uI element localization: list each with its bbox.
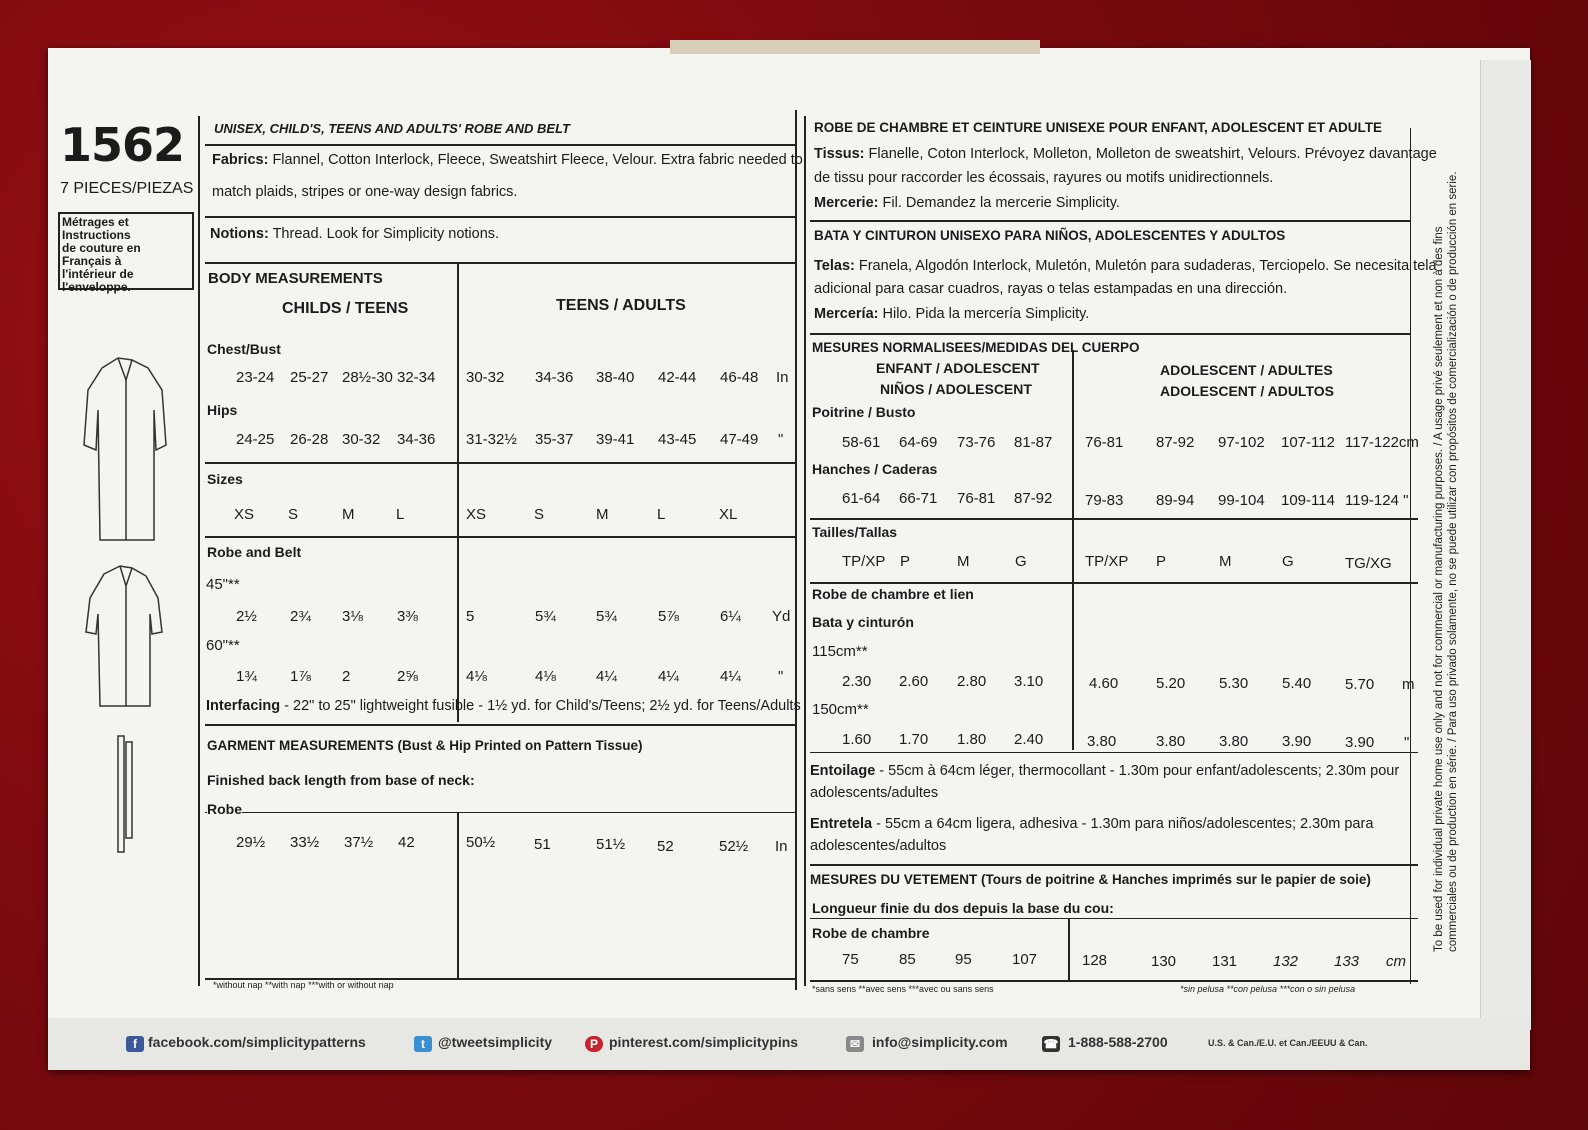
cell: 133 <box>1334 953 1360 970</box>
cell: M <box>1219 553 1232 570</box>
fr-tissus <box>814 146 1437 162</box>
body-measurements-title: BODY MEASUREMENTS <box>208 270 383 287</box>
cell: 79-83 <box>1085 492 1124 509</box>
cell: 43-45 <box>658 431 697 448</box>
cell: " <box>1404 734 1410 751</box>
cell: In <box>776 369 789 386</box>
robe-belt-label: Robe and Belt <box>207 544 302 560</box>
mercerie-label: Mercerie: <box>814 195 879 211</box>
cell: 4¼ <box>596 668 617 685</box>
entretela-line2: adolescentes/adultos <box>810 838 947 854</box>
cell: 35-37 <box>535 431 574 448</box>
group-adolescent-adultos: ADOLESCENT / ADULTOS <box>1160 383 1334 399</box>
en-notions <box>210 226 499 242</box>
cell: 66-71 <box>899 490 938 507</box>
facebook-icon: f <box>126 1036 144 1052</box>
cell: 89-94 <box>1156 492 1195 509</box>
cell: 51½ <box>596 836 626 853</box>
cell: 5⅞ <box>658 608 679 625</box>
entoilage-line2: adolescents/adultes <box>810 785 939 801</box>
cell: 99-104 <box>1218 492 1265 509</box>
cell: TP/XP <box>842 553 886 570</box>
fabrics-text: Flannel, Cotton Interlock, Fleece, Sweatshirt Fleece, Velour. Extra fabric needed to <box>272 152 803 168</box>
mesures-vetement-title: MESURES DU VETEMENT (Tours de poitrine & Hanches imprimés sur le papier de soie) <box>810 872 1371 887</box>
entretela <box>810 816 1373 832</box>
cell: 2.40 <box>1014 731 1044 748</box>
es-footnote: *sin pelusa **con pelusa ***con o sin pelusa <box>1180 984 1356 994</box>
robe-label: Robe <box>207 801 242 817</box>
cell: 50½ <box>466 834 496 851</box>
interfacing <box>206 698 801 714</box>
cell: 4⅛ <box>535 668 556 685</box>
facebook-link[interactable]: facebook.com/simplicitypatterns <box>148 1034 366 1050</box>
group-adolescent-adultes: ADOLESCENT / ADULTES <box>1160 362 1333 378</box>
phone-number: 1-888-588-2700 <box>1068 1034 1168 1050</box>
cell: 97-102 <box>1218 434 1265 451</box>
cell: 1.60 <box>842 731 872 748</box>
merceria-text: Hilo. Pida la mercería Simplicity. <box>882 306 1090 322</box>
cell: 30-32 <box>466 369 505 386</box>
cell: 4.60 <box>1089 675 1119 692</box>
pinterest-link[interactable]: pinterest.com/simplicitypins <box>609 1034 799 1050</box>
cell: TP/XP <box>1085 553 1129 570</box>
cell: 5¾ <box>535 608 556 625</box>
interfacing-label: Interfacing <box>206 698 281 714</box>
note-line: de couture en Français à <box>62 241 141 268</box>
cell: L <box>396 506 405 523</box>
cell: 3.80 <box>1087 733 1117 750</box>
cell: 117-122cm <box>1345 434 1419 451</box>
twitter-icon: t <box>414 1036 432 1052</box>
cell: 95 <box>955 951 972 968</box>
cell: G <box>1282 553 1294 570</box>
cell: 130 <box>1151 953 1177 970</box>
cell: 1.80 <box>957 731 987 748</box>
cell: 3.90 <box>1345 734 1375 751</box>
cell: In <box>775 838 788 855</box>
cell: 25-27 <box>290 369 329 386</box>
cell: M <box>342 506 355 523</box>
cell: 2.60 <box>899 673 929 690</box>
cell: S <box>534 506 545 523</box>
cell: 128 <box>1082 952 1108 969</box>
finished-length: Finished back length from base of neck: <box>207 772 475 788</box>
cell: 26-28 <box>290 431 329 448</box>
email-link[interactable]: info@simplicity.com <box>872 1034 1008 1050</box>
cell: 51 <box>534 836 551 853</box>
email-icon: ✉ <box>846 1036 864 1052</box>
cell: Yd <box>772 608 791 625</box>
group-teens-adults: TEENS / ADULTS <box>556 297 686 314</box>
cell: 2½ <box>236 608 257 625</box>
cell: 1¾ <box>236 668 257 685</box>
cell: " <box>778 431 784 448</box>
longueur-label: Longueur finie du dos depuis la base du cou: <box>812 900 1114 916</box>
usage-notice <box>1432 132 1460 952</box>
width-60: 60"** <box>206 637 240 654</box>
width-150: 150cm** <box>812 701 869 718</box>
chest-label: Chest/Bust <box>207 341 281 357</box>
fr-title: ROBE DE CHAMBRE ET CEINTURE UNISEXE POUR ENFANT, ADOLESCENT ET ADULTE <box>814 120 1383 135</box>
entoilage-text: - 55cm à 64cm léger, thermocollant - 1.30m pour enfant/adolescents; 2.30m pour <box>875 763 1400 779</box>
hips-label: Hips <box>207 402 238 418</box>
robe-lien-label: Robe de chambre et lien <box>812 586 974 602</box>
cell: 42-44 <box>658 369 697 386</box>
cell: cm <box>1386 953 1406 970</box>
cell: 5¾ <box>596 608 617 625</box>
cell: S <box>288 506 299 523</box>
entoilage <box>810 763 1399 779</box>
notions-text: Thread. Look for Simplicity notions. <box>272 226 500 242</box>
entretela-text: - 55cm a 64cm ligera, adhesiva - 1.30m para niños/adolescentes; 2.30m para <box>872 816 1374 832</box>
cell: 132 <box>1273 953 1299 970</box>
fr-tissus-line2: de tissu pour raccorder les écossais, rayures ou motifs unidirectionnels. <box>814 170 1274 186</box>
phone-note: U.S. & Can./E.U. et Can./EEUU & Can. <box>1208 1038 1368 1048</box>
usage-notice-line1: To be used for individual private home use only and not for commercial or manufacturing purposes. / A usage privé seulement et non à des fins <box>1433 226 1445 952</box>
group-enfant-adolescent: ENFANT / ADOLESCENT <box>876 360 1040 376</box>
cell: 38-40 <box>596 369 635 386</box>
tissus-text: Flanelle, Coton Interlock, Molleton, Molleton de sweatshirt, Velours. Prévoyez davantage <box>868 146 1437 162</box>
cell: 2.80 <box>957 673 987 690</box>
cell: 3.80 <box>1219 733 1249 750</box>
envelope-flap <box>1480 60 1531 1030</box>
cell: 73-76 <box>957 434 996 451</box>
cell: 37½ <box>344 834 374 851</box>
cell: 119-124 " <box>1345 492 1409 509</box>
cell: XL <box>719 506 738 523</box>
cell: 23-24 <box>236 369 275 386</box>
cell: 87-92 <box>1014 490 1053 507</box>
entoilage-label: Entoilage <box>810 763 876 779</box>
es-telas <box>814 258 1437 274</box>
sizes-label: Sizes <box>207 471 243 487</box>
width-45: 45"** <box>206 576 240 593</box>
telas-text: Franela, Algodón Interlock, Muletón, Muletón para sudaderas, Terciopelo. Se necesita tela <box>858 258 1437 274</box>
pattern-number: 1562 <box>60 118 185 172</box>
cell: 87-92 <box>1156 434 1195 451</box>
mesures-title: MESURES NORMALISEES/MEDIDAS DEL CUERPO <box>812 340 1140 355</box>
cell: 5 <box>466 608 475 625</box>
cell: 2¾ <box>290 608 311 625</box>
cell: P <box>1156 553 1167 570</box>
en-fabrics <box>212 152 803 168</box>
usage-notice-line2: commerciales ou de production en série. / Para uso privado solamente, no se puede utilizar con propósitos de comercialización o de producción en serie. <box>1447 171 1459 952</box>
fabrics-label: Fabrics: <box>212 152 269 168</box>
cell: 4¼ <box>720 668 741 685</box>
cell: m <box>1402 676 1415 693</box>
robe-chambre-label: Robe de chambre <box>812 925 930 941</box>
fr-footnote: *sans sens **avec sens ***avec ou sans sens <box>812 984 994 994</box>
cell: 1⅞ <box>290 668 311 685</box>
bata-label: Bata y cinturón <box>812 614 914 630</box>
garment-measurements-title: GARMENT MEASUREMENTS (Bust & Hip Printed on Pattern Tissue) <box>207 738 643 753</box>
cell: 30-32 <box>342 431 381 448</box>
cell: 4⅛ <box>466 668 487 685</box>
es-title: BATA Y CINTURON UNISEXO PARA NIÑOS, ADOLESCENTES Y ADULTOS <box>814 228 1286 243</box>
cell: 107 <box>1012 951 1038 968</box>
robe-illustration-1 <box>84 358 166 540</box>
cell: 85 <box>899 951 916 968</box>
poitrine-label: Poitrine / Busto <box>812 404 916 420</box>
robe-illustration-2 <box>86 566 162 706</box>
cell: XS <box>466 506 487 523</box>
cell: 81-87 <box>1014 434 1053 451</box>
note-line: l'enveloppe. <box>62 280 131 294</box>
width-115: 115cm** <box>812 643 868 660</box>
cell: L <box>657 506 666 523</box>
cell: 42 <box>398 834 415 851</box>
cell: TG/XG <box>1345 555 1392 572</box>
cell: 131 <box>1212 953 1238 970</box>
en-footnote: *without nap **with nap ***with or without nap <box>213 980 394 990</box>
cell: G <box>1015 553 1027 570</box>
cell: 52½ <box>719 838 749 855</box>
cell: 76-81 <box>1085 434 1124 451</box>
cell: 32-34 <box>397 369 436 386</box>
group-childs-teens: CHILDS / TEENS <box>282 300 409 317</box>
cell: 58-61 <box>842 434 881 451</box>
es-telas-line2: adicional para casar cuadros, rayas o telas estampadas en una dirección. <box>814 281 1288 297</box>
cell: 61-64 <box>842 490 881 507</box>
cell: 5.70 <box>1345 676 1375 693</box>
cell: 1.70 <box>899 731 929 748</box>
cell: 33½ <box>290 834 320 851</box>
cell: 2.30 <box>842 673 872 690</box>
cell: 28½-30 <box>342 369 393 386</box>
cell: 34-36 <box>535 369 574 386</box>
es-merceria <box>814 306 1089 322</box>
interfacing-text: - 22" to 25" lightweight fusible - 1½ yd. for Child's/Teens; 2½ yd. for Teens/Adults <box>280 698 801 714</box>
cell: 52 <box>657 838 674 855</box>
cell: 75 <box>842 951 859 968</box>
cell: 4¼ <box>658 668 679 685</box>
cell: 46-48 <box>720 369 759 386</box>
garment-illustrations <box>70 350 180 870</box>
cell: XS <box>234 506 255 523</box>
cell: 3⅛ <box>342 608 363 625</box>
cell: 5.40 <box>1282 675 1312 692</box>
note-line: Métrages et Instructions <box>62 215 131 242</box>
cell: 3.10 <box>1014 673 1044 690</box>
telas-label: Telas: <box>814 258 855 274</box>
cell: 39-41 <box>596 431 635 448</box>
cell: 6¼ <box>720 608 741 625</box>
cell: 3.90 <box>1282 733 1312 750</box>
tailles-label: Tailles/Tallas <box>812 524 898 540</box>
en-fabrics-line2: match plaids, stripes or one-way design fabrics. <box>212 184 518 200</box>
cell: 3.80 <box>1156 733 1186 750</box>
cell: 29½ <box>236 834 266 851</box>
cell: 5.20 <box>1156 675 1186 692</box>
twitter-link[interactable]: @tweetsimplicity <box>438 1034 553 1050</box>
merceria-label: Mercería: <box>814 306 879 322</box>
cell: 109-114 <box>1281 492 1335 509</box>
french-instructions-note <box>58 212 194 294</box>
fr-mercerie <box>814 195 1120 211</box>
tape-strip <box>670 40 1040 54</box>
cell: 47-49 <box>720 431 759 448</box>
cell: " <box>778 668 784 685</box>
cell: M <box>596 506 609 523</box>
cell: 107-112 <box>1281 434 1335 451</box>
cell: 24-25 <box>236 431 275 448</box>
notions-label: Notions: <box>210 226 269 242</box>
cell: 34-36 <box>397 431 436 448</box>
cell: 2 <box>342 668 351 685</box>
cell: 76-81 <box>957 490 996 507</box>
cell: 5.30 <box>1219 675 1249 692</box>
hanches-label: Hanches / Caderas <box>812 461 938 477</box>
pinterest-icon: P <box>585 1036 603 1052</box>
cell: 2⅝ <box>397 668 418 685</box>
group-ninos-adolescent: NIÑOS / ADOLESCENT <box>880 381 1032 397</box>
entretela-label: Entretela <box>810 816 873 832</box>
tissus-label: Tissus: <box>814 146 865 162</box>
note-line: l'intérieur de <box>62 267 134 281</box>
cell: M <box>957 553 970 570</box>
cell: 31-32½ <box>466 431 517 448</box>
pieces-count: 7 PIECES/PIEZAS <box>60 180 194 197</box>
belt-illustration <box>118 736 132 852</box>
phone-icon: ☎ <box>1043 1037 1059 1051</box>
cell: 64-69 <box>899 434 938 451</box>
cell: P <box>900 553 911 570</box>
cell: 3⅜ <box>397 608 418 625</box>
mercerie-text: Fil. Demandez la mercerie Simplicity. <box>882 195 1120 211</box>
en-title: UNISEX, CHILD'S, TEENS AND ADULTS' ROBE AND BELT <box>214 121 570 136</box>
